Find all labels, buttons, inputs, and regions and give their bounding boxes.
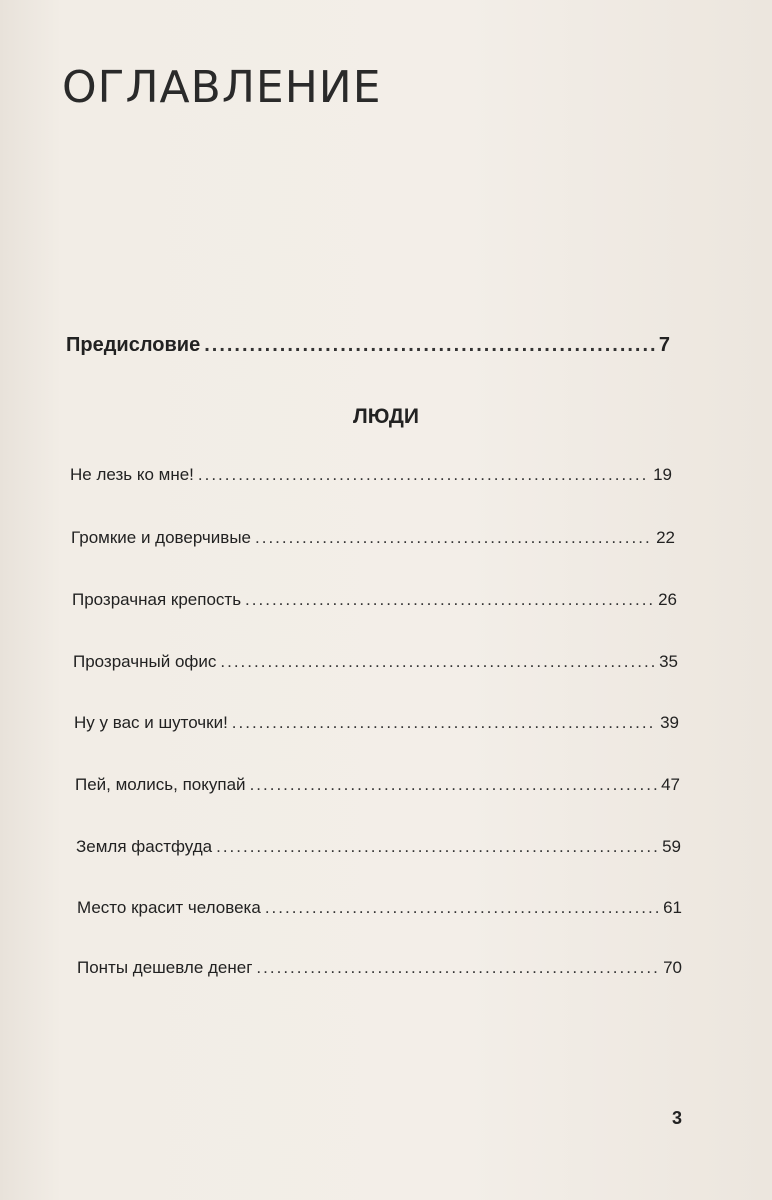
page-number: 3: [672, 1108, 683, 1128]
toc-leader-dots: [204, 334, 655, 357]
toc-entry[interactable]: [75, 775, 680, 795]
toc-leader-dots: [265, 898, 659, 918]
toc-entry-label: Не лезь ко мне!: [70, 465, 194, 484]
page-title: ОГЛАВЛЕНИЕ: [62, 62, 382, 113]
toc-entry-page: 7: [658, 334, 670, 356]
toc-entry-label: Прозрачная крепость: [72, 590, 242, 609]
toc-entry-label: Ну у вас и шуточки!: [74, 713, 228, 732]
toc-entry[interactable]: [77, 898, 682, 918]
toc-entry-label: Понты дешевле денег: [77, 958, 253, 977]
toc-entry[interactable]: [71, 528, 675, 548]
section-heading: ЛЮДИ: [353, 405, 419, 428]
toc-entry-label: Громкие и доверчивые: [71, 528, 251, 547]
toc-entry[interactable]: [73, 652, 678, 672]
toc-entry[interactable]: [76, 837, 681, 857]
toc-entry[interactable]: [72, 590, 677, 610]
toc-entry-preface[interactable]: [66, 334, 670, 357]
toc-entry[interactable]: [77, 958, 682, 978]
toc-entry-page: 59: [662, 837, 681, 856]
toc-entry[interactable]: [70, 465, 672, 485]
toc-entry-page: 35: [659, 652, 678, 671]
toc-leader-dots: [256, 958, 659, 978]
toc-leader-dots: [198, 465, 649, 485]
toc-entry-page: 22: [656, 528, 675, 547]
toc-entry-page: 39: [660, 713, 679, 732]
toc-leader-dots: [216, 837, 658, 857]
toc-entry-page: 47: [661, 775, 680, 794]
toc-entry-label: Предисловие: [66, 334, 201, 356]
toc-leader-dots: [250, 775, 658, 795]
toc-entry-label: Место красит человека: [77, 898, 261, 917]
toc-entry-page: 26: [658, 590, 677, 609]
toc-entry-page: 61: [663, 898, 682, 917]
toc-entry-label: Пей, молись, покупай: [75, 775, 246, 794]
toc-leader-dots: [245, 590, 654, 610]
toc-entry[interactable]: [74, 713, 679, 733]
toc-entry-label: Прозрачный офис: [73, 652, 217, 671]
toc-entry-label: Земля фастфуда: [76, 837, 213, 856]
toc-leader-dots: [232, 713, 656, 733]
toc-leader-dots: [255, 528, 652, 548]
toc-entry-page: 70: [663, 958, 682, 977]
toc-entry-page: 19: [653, 465, 672, 484]
toc-leader-dots: [220, 652, 655, 672]
